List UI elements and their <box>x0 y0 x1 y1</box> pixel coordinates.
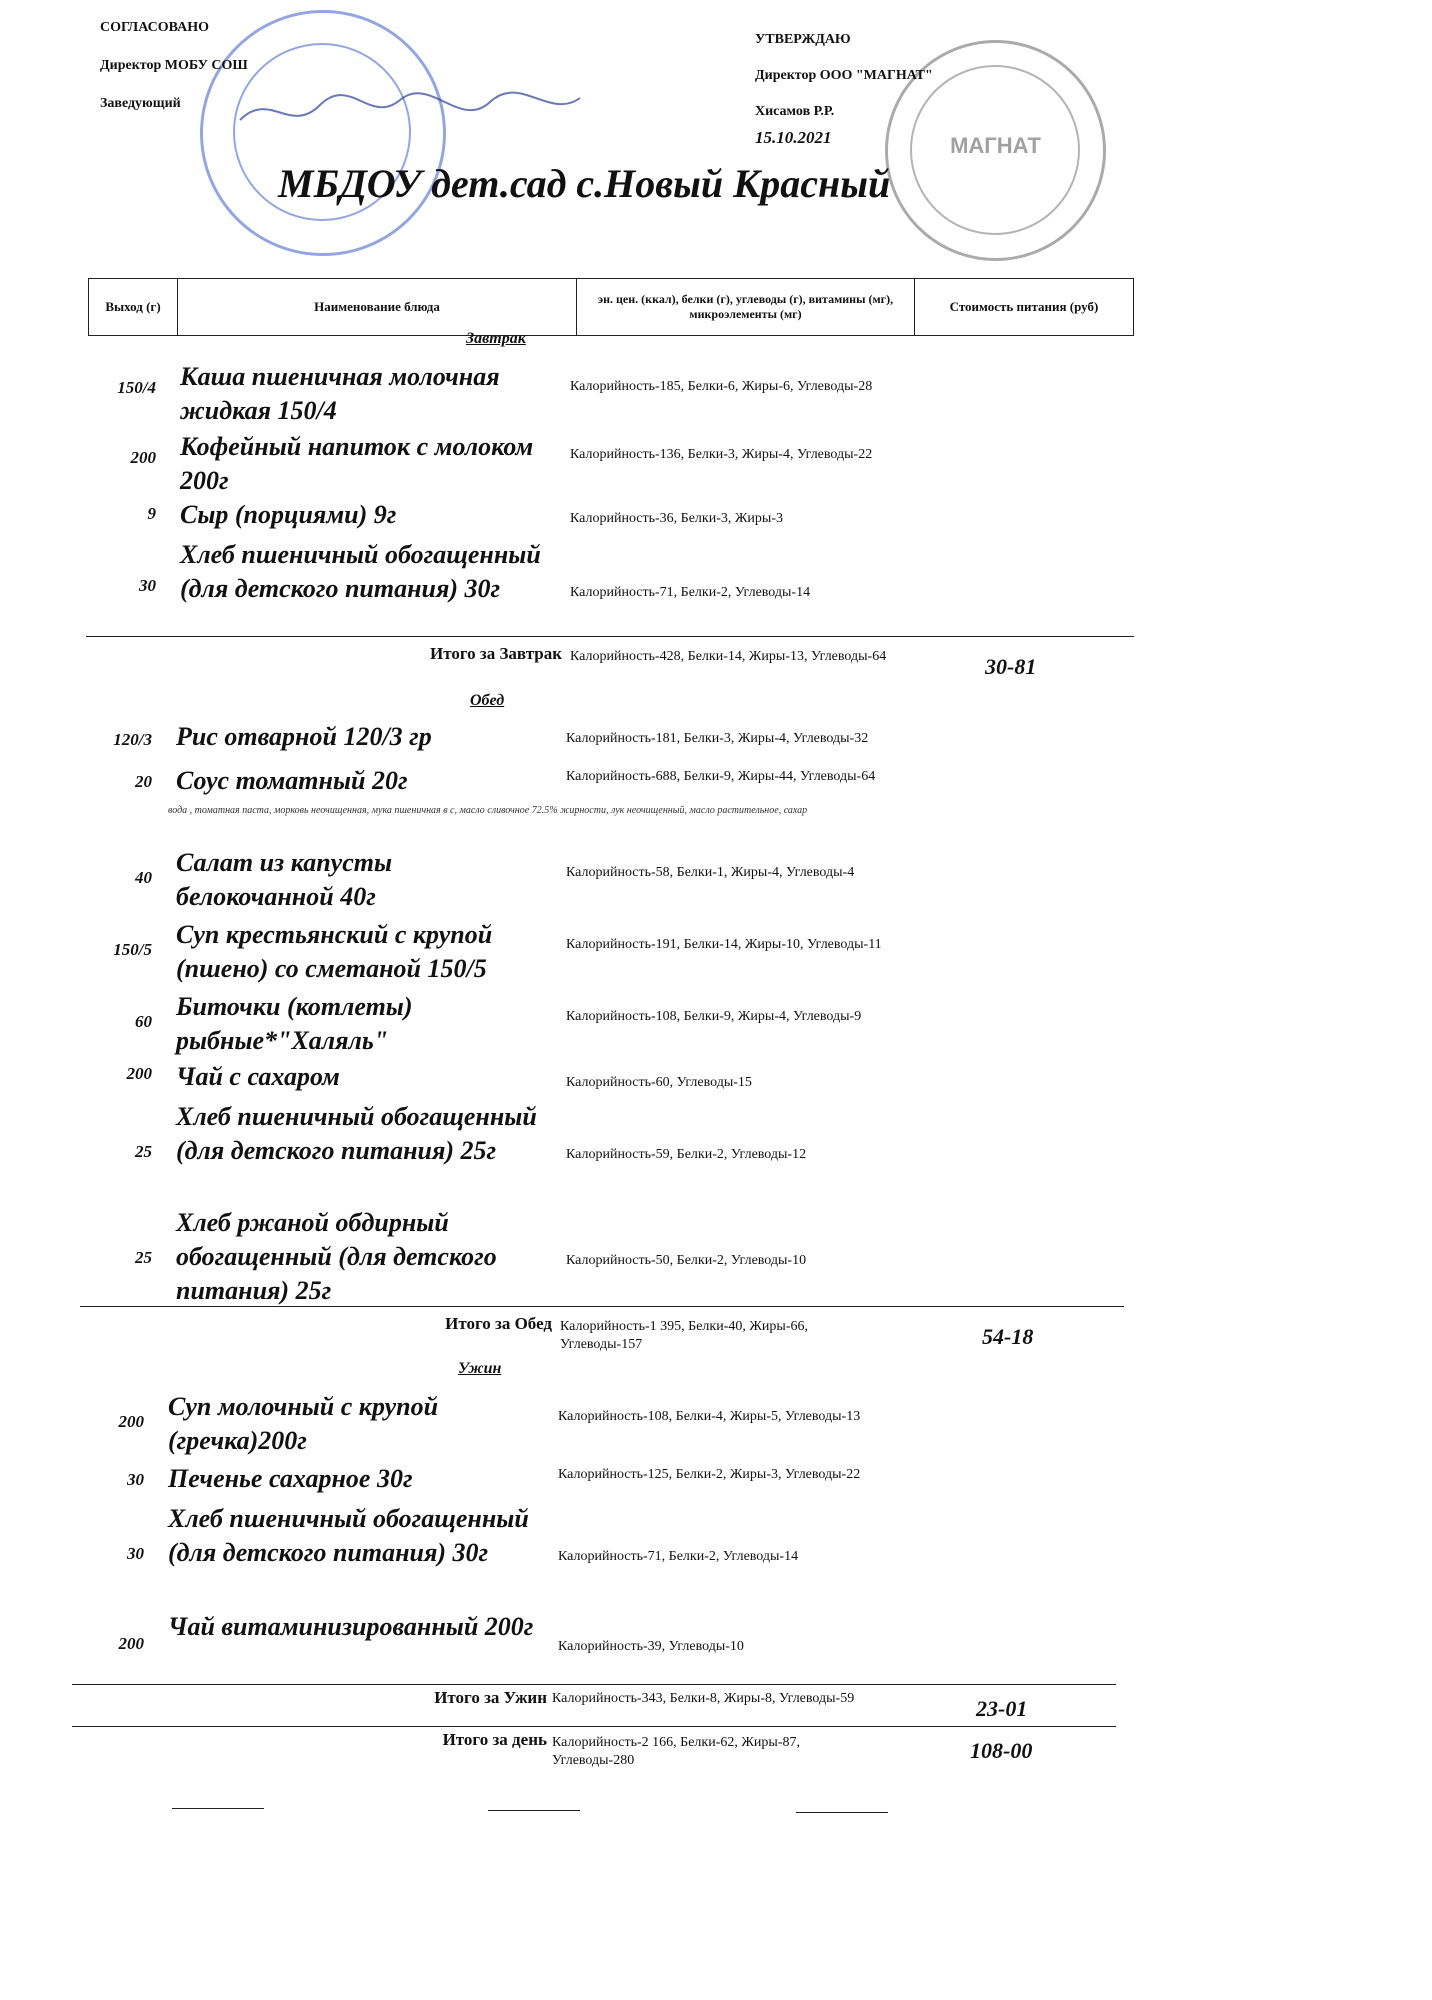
nutrition: Калорийность-71, Белки-2, Углеводы-14 <box>570 585 811 600</box>
breakfast-total-label: Итого за Завтрак <box>429 644 562 663</box>
dinner-total-label: Итого за Ужин <box>434 1688 547 1707</box>
qty: 9 <box>147 504 156 523</box>
approval-date: 15.10.2021 <box>755 128 832 147</box>
dish-name: Салат из капусты белокочанной 40г <box>176 848 393 911</box>
page-title: МБДОУ дет.сад с.Новый Красный <box>278 161 891 206</box>
nutrition: Калорийность-71, Белки-2, Углеводы-14 <box>558 1549 799 1564</box>
nutrition: Калорийность-39, Углеводы-10 <box>558 1639 744 1654</box>
qty: 40 <box>135 868 152 887</box>
signature-line <box>488 1810 580 1811</box>
header-nutrition: эн. цен. (ккал), белки (г), углеводы (г), витамины (мг), микроэлементы (мг) <box>577 279 915 336</box>
day-total-label: Итого за день <box>442 1730 547 1749</box>
dish-name: Кофейный напиток с молоком 200г <box>180 432 534 495</box>
divider <box>80 1306 1124 1307</box>
header-qty: Выход (г) <box>89 279 178 336</box>
dinner-total-nutrition: Калорийность-343, Белки-8, Жиры-8, Углеводы-59 <box>552 1691 855 1706</box>
divider <box>72 1726 1116 1727</box>
dish-name: Суп крестьянский с крупой (пшено) со сметаной 150/5 <box>176 920 493 983</box>
dinner-title: Ужин <box>458 1360 502 1377</box>
dish-name: Хлеб пшеничный обогащенный (для детского питания) 30г <box>168 1504 529 1567</box>
dish-name: Хлеб ржаной обдирный обогащенный (для детского питания) 25г <box>176 1208 497 1305</box>
lunch-total-nutrition: Калорийность-1 395, Белки-40, Жиры-66, Углеводы-157 <box>560 1319 808 1352</box>
approved-left-heading: СОГЛАСОВАНО <box>100 20 209 35</box>
breakfast-title: Завтрак <box>466 330 526 347</box>
qty: 200 <box>118 1634 144 1653</box>
approved-right-heading: УТВЕРЖДАЮ <box>755 32 851 47</box>
approved-right-name: Хисамов Р.Р. <box>755 104 835 119</box>
qty: 150/5 <box>113 940 152 959</box>
lunch-total-cost: 54-18 <box>982 1324 1034 1349</box>
dish-name: Сыр (порциями) 9г <box>180 500 397 529</box>
signature <box>230 80 590 140</box>
ingredients-note: вода , томатная паста, морковь неочищенная, мука пшеничная в с, масло сливочное 72.5% жирности, лук неочищенный, масло растительное, сахар <box>168 805 808 816</box>
day-total-cost: 108-00 <box>970 1738 1033 1763</box>
dish-name: Хлеб пшеничный обогащенный (для детского питания) 25г <box>176 1102 537 1165</box>
nutrition: Калорийность-136, Белки-3, Жиры-4, Углеводы-22 <box>570 447 873 462</box>
dish-name: Каша пшеничная молочная жидкая 150/4 <box>180 362 500 425</box>
dish-name: Печенье сахарное 30г <box>168 1464 413 1493</box>
qty: 25 <box>135 1248 152 1267</box>
approved-left-role: Заведующий <box>100 96 181 111</box>
menu-table-header <box>88 278 1134 336</box>
company-stamp-text: МАГНАТ <box>950 133 1041 158</box>
qty: 200 <box>130 448 156 467</box>
approved-right-position: Директор ООО "МАГНАТ" <box>755 68 933 83</box>
qty: 150/4 <box>117 378 156 397</box>
nutrition: Калорийность-185, Белки-6, Жиры-6, Углеводы-28 <box>570 379 873 394</box>
breakfast-total-nutrition: Калорийность-428, Белки-14, Жиры-13, Углеводы-64 <box>570 649 887 664</box>
signature-line <box>796 1812 888 1813</box>
nutrition: Калорийность-59, Белки-2, Углеводы-12 <box>566 1147 807 1162</box>
nutrition: Калорийность-181, Белки-3, Жиры-4, Углеводы-32 <box>566 731 869 746</box>
nutrition: Калорийность-60, Углеводы-15 <box>566 1075 752 1090</box>
dish-name: Чай витаминизированный 200г <box>168 1612 534 1641</box>
qty: 60 <box>135 1012 152 1031</box>
qty: 30 <box>127 1470 144 1489</box>
nutrition: Калорийность-191, Белки-14, Жиры-10, Углеводы-11 <box>566 937 882 952</box>
qty: 200 <box>126 1064 152 1083</box>
nutrition: Калорийность-108, Белки-9, Жиры-4, Углеводы-9 <box>566 1009 862 1024</box>
nutrition: Калорийность-108, Белки-4, Жиры-5, Углеводы-13 <box>558 1409 861 1424</box>
approved-left-position: Директор МОБУ СОШ <box>100 58 248 73</box>
qty: 30 <box>127 1544 144 1563</box>
dish-name: Суп молочный с крупой (гречка)200г <box>168 1392 439 1455</box>
breakfast-total-cost: 30-81 <box>985 654 1037 679</box>
qty: 120/3 <box>113 730 152 749</box>
dinner-total-cost: 23-01 <box>976 1696 1028 1721</box>
qty: 20 <box>135 772 152 791</box>
nutrition: Калорийность-688, Белки-9, Жиры-44, Углеводы-64 <box>566 769 876 784</box>
lunch-title: Обед <box>470 692 505 709</box>
day-total-nutrition: Калорийность-2 166, Белки-62, Жиры-87, Углеводы-280 <box>552 1735 800 1768</box>
dish-name: Соус томатный 20г <box>176 766 408 795</box>
header-cost: Стоимость питания (руб) <box>915 279 1134 336</box>
divider <box>72 1684 1116 1685</box>
qty: 25 <box>135 1142 152 1161</box>
nutrition: Калорийность-36, Белки-3, Жиры-3 <box>570 511 783 526</box>
divider <box>86 636 1134 637</box>
nutrition: Калорийность-125, Белки-2, Жиры-3, Углеводы-22 <box>558 1467 861 1482</box>
nutrition: Калорийность-50, Белки-2, Углеводы-10 <box>566 1253 807 1268</box>
dish-name: Хлеб пшеничный обогащенный (для детского питания) 30г <box>180 540 541 603</box>
qty: 200 <box>118 1412 144 1431</box>
lunch-total-label: Итого за Обед <box>445 1314 552 1333</box>
dish-name: Рис отварной 120/3 гр <box>176 722 432 751</box>
nutrition: Калорийность-58, Белки-1, Жиры-4, Углеводы-4 <box>566 865 855 880</box>
qty: 30 <box>139 576 156 595</box>
signature-line <box>172 1808 264 1809</box>
dish-name: Биточки (котлеты) рыбные*"Халяль" <box>176 992 413 1055</box>
dish-name: Чай с сахаром <box>176 1062 340 1091</box>
header-dish: Наименование блюда <box>178 279 577 336</box>
